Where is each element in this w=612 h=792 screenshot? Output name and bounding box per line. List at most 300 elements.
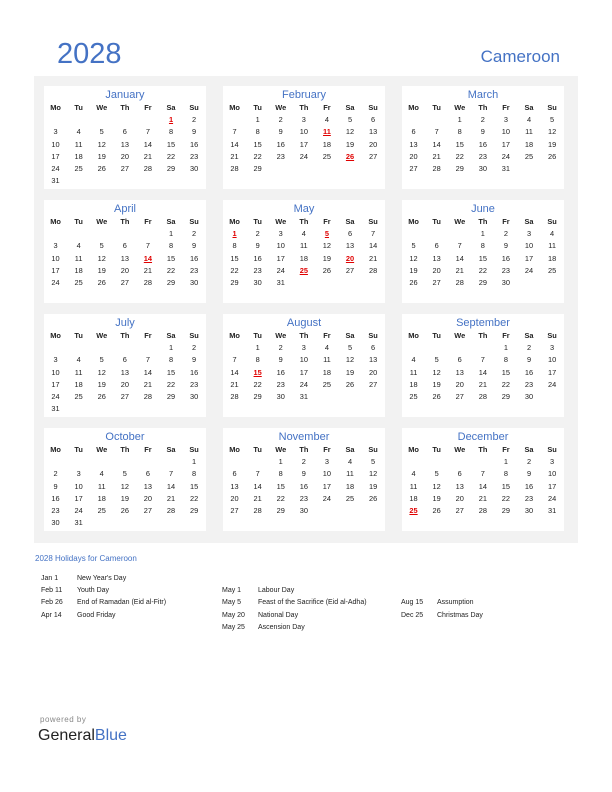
day: 21 — [478, 493, 487, 503]
day: 14 — [143, 367, 153, 377]
day: 1 — [192, 457, 197, 467]
day: 21 — [230, 379, 239, 389]
week-row — [402, 391, 564, 403]
day: 31 — [501, 163, 511, 173]
week-row — [402, 354, 564, 366]
month-name: February — [281, 89, 327, 101]
day: 18 — [345, 481, 355, 491]
day: 20 — [230, 493, 239, 503]
day: 14 — [143, 139, 153, 149]
holiday-column — [401, 573, 483, 622]
week-row — [44, 228, 206, 240]
holiday-column — [222, 573, 367, 634]
day: 4 — [550, 229, 555, 239]
day: 30 — [276, 391, 285, 401]
day: 27 — [345, 265, 355, 275]
day: 9 — [192, 127, 197, 137]
week-row — [223, 253, 385, 265]
day: 11 — [74, 253, 83, 263]
day: 12 — [97, 253, 106, 263]
day: 12 — [368, 469, 378, 479]
day: 28 — [230, 163, 239, 173]
day: 9 — [53, 481, 58, 491]
day: 5 — [122, 469, 127, 479]
day: 4 — [324, 115, 329, 125]
day: 7 — [457, 241, 462, 251]
week-row — [44, 367, 206, 379]
day: 14 — [368, 241, 378, 251]
day: 6 — [347, 229, 353, 239]
month-march — [402, 86, 564, 189]
day: 30 — [524, 505, 534, 515]
day: 6 — [122, 355, 127, 365]
day: 26 — [322, 265, 332, 275]
day: 26 — [432, 391, 441, 401]
day: 19 — [345, 367, 355, 377]
day: 5 — [434, 355, 439, 365]
month-name: October — [105, 431, 145, 443]
day: 18 — [409, 493, 418, 503]
day: 4 — [99, 469, 104, 479]
month-name: April — [113, 203, 136, 215]
day: 19 — [97, 265, 106, 275]
day: 13 — [368, 355, 378, 365]
week-row — [44, 265, 206, 277]
day: 17 — [51, 265, 60, 275]
day: 27 — [455, 505, 464, 515]
day: 20 — [345, 253, 355, 263]
day: 8 — [168, 127, 174, 137]
day: 1 — [168, 343, 174, 353]
day: 17 — [547, 481, 557, 491]
day: 24 — [51, 277, 60, 287]
brand-logo: GeneralBlue — [38, 727, 127, 744]
day: 1 — [278, 457, 283, 467]
day: 3 — [301, 343, 306, 353]
day: 26 — [345, 151, 355, 161]
day: 2 — [53, 469, 58, 479]
day: 20 — [120, 151, 129, 161]
day: 13 — [120, 367, 129, 377]
day: 1 — [168, 229, 174, 239]
month-june — [402, 200, 564, 303]
day: 24 — [276, 265, 285, 275]
weekday-header: Mo Tu We Th Fr Sa Su — [229, 331, 378, 340]
day: 26 — [547, 151, 557, 161]
day: 10 — [51, 139, 60, 149]
day: 13 — [455, 367, 464, 377]
day: 18 — [74, 379, 83, 389]
month-may — [223, 200, 385, 303]
day: 6 — [457, 469, 462, 479]
month-july — [44, 314, 206, 417]
day: 24 — [51, 163, 60, 173]
month-april — [44, 200, 206, 303]
day: 19 — [432, 379, 441, 389]
day: 5 — [371, 457, 376, 467]
week-row — [44, 379, 206, 391]
day: 7 — [371, 229, 376, 239]
day: 22 — [253, 379, 262, 389]
day: 19 — [432, 493, 441, 503]
week-row — [44, 342, 206, 354]
week-row — [44, 139, 206, 151]
day: 12 — [409, 253, 418, 263]
day: 7 — [145, 241, 150, 251]
day: 11 — [548, 241, 556, 251]
holiday-column — [41, 573, 166, 622]
day: 27 — [368, 151, 378, 161]
day: 29 — [501, 505, 511, 515]
holiday-item: May 1 Labour Day — [222, 587, 295, 595]
week-row — [44, 517, 206, 529]
day: 13 — [345, 241, 355, 251]
day: 20 — [455, 493, 464, 503]
day: 22 — [189, 493, 199, 503]
day: 16 — [276, 367, 285, 377]
day: 25 — [322, 151, 332, 161]
day: 15 — [253, 367, 262, 377]
day: 3 — [301, 115, 306, 125]
day: 3 — [53, 127, 58, 137]
week-row — [223, 240, 385, 252]
month-october — [44, 428, 206, 531]
day: 10 — [547, 355, 557, 365]
day: 22 — [501, 493, 511, 503]
day: 31 — [299, 391, 308, 401]
day: 20 — [120, 265, 129, 275]
day: 1 — [503, 457, 508, 467]
day: 12 — [97, 139, 106, 149]
day: 30 — [189, 277, 199, 287]
day: 20 — [409, 151, 418, 161]
day: 11 — [525, 127, 533, 137]
month-november — [223, 428, 385, 531]
day: 8 — [168, 355, 174, 365]
day: 2 — [278, 343, 283, 353]
day: 3 — [53, 355, 58, 365]
day: 17 — [276, 253, 285, 263]
day: 28 — [368, 265, 378, 275]
weekday-header: Mo Tu We Th Fr Sa Su — [50, 331, 199, 340]
day: 5 — [347, 343, 353, 353]
day: 20 — [368, 139, 378, 149]
day: 28 — [143, 391, 153, 401]
day: 26 — [368, 493, 378, 503]
day: 29 — [455, 163, 464, 173]
day: 25 — [74, 391, 83, 401]
day: 9 — [503, 241, 508, 251]
day: 20 — [368, 367, 378, 377]
day: 2 — [192, 229, 197, 239]
day: 22 — [501, 379, 511, 389]
day: 29 — [189, 505, 199, 515]
day: 15 — [501, 367, 511, 377]
day: 2 — [503, 229, 508, 239]
day: 15 — [166, 253, 176, 263]
day: 12 — [547, 127, 557, 137]
day: 18 — [97, 493, 106, 503]
holiday-item: Feb 11 Youth Day — [41, 587, 110, 595]
month-name: July — [115, 317, 135, 329]
day: 27 — [120, 277, 129, 287]
day: 9 — [526, 355, 532, 365]
day: 21 — [455, 265, 464, 275]
day: 24 — [322, 493, 332, 503]
day: 20 — [143, 493, 153, 503]
day: 19 — [120, 493, 129, 503]
day: 21 — [143, 151, 153, 161]
day: 24 — [299, 379, 308, 389]
day: 5 — [411, 241, 416, 251]
month-name: December — [457, 431, 509, 443]
day: 19 — [547, 139, 557, 149]
day: 27 — [432, 277, 441, 287]
week-row — [44, 114, 206, 126]
day: 23 — [189, 265, 199, 275]
day: 16 — [299, 481, 308, 491]
day: 6 — [122, 127, 127, 137]
week-row — [402, 379, 564, 391]
week-row — [223, 493, 385, 505]
day: 5 — [550, 115, 555, 125]
day: 23 — [478, 151, 487, 161]
day: 5 — [99, 241, 104, 251]
month-january — [44, 86, 206, 189]
week-row — [402, 151, 564, 163]
day: 24 — [524, 265, 534, 275]
day: 11 — [299, 241, 308, 251]
day: 17 — [501, 139, 511, 149]
day: 6 — [371, 343, 376, 353]
day: 14 — [478, 367, 487, 377]
day: 12 — [432, 481, 441, 491]
week-row — [223, 151, 385, 163]
day: 2 — [255, 229, 260, 239]
day: 26 — [120, 505, 129, 515]
day: 7 — [145, 355, 150, 365]
day: 13 — [368, 127, 378, 137]
day: 25 — [322, 379, 332, 389]
week-row — [402, 240, 564, 252]
month-february — [223, 86, 385, 189]
day: 16 — [189, 367, 199, 377]
month-name: November — [278, 431, 330, 443]
day: 28 — [432, 163, 441, 173]
day: 26 — [97, 391, 106, 401]
day: 24 — [547, 379, 557, 389]
day: 23 — [299, 493, 308, 503]
week-row — [402, 126, 564, 138]
week-row — [44, 126, 206, 138]
day: 15 — [455, 139, 464, 149]
month-name: September — [456, 317, 510, 329]
day: 2 — [526, 343, 532, 353]
week-row — [402, 342, 564, 354]
weekday-header: Mo Tu We Th Fr Sa Su — [408, 103, 557, 112]
day: 28 — [166, 505, 176, 515]
day: 19 — [368, 481, 378, 491]
day: 28 — [253, 505, 262, 515]
day: 13 — [120, 139, 129, 149]
week-row — [223, 391, 385, 403]
day: 25 — [97, 505, 106, 515]
week-row — [402, 139, 564, 151]
day: 13 — [432, 253, 441, 263]
week-row — [223, 468, 385, 480]
day: 26 — [409, 277, 418, 287]
day: 22 — [276, 493, 285, 503]
day: 18 — [322, 367, 332, 377]
day: 9 — [480, 127, 485, 137]
day: 1 — [255, 343, 260, 353]
day: 4 — [76, 127, 81, 137]
year-title: 2028 — [57, 38, 122, 70]
day: 1 — [232, 229, 237, 239]
day: 10 — [524, 241, 534, 251]
day: 26 — [97, 163, 106, 173]
day: 30 — [478, 163, 487, 173]
day: 11 — [97, 481, 106, 491]
day: 6 — [232, 469, 237, 479]
weekday-header: Mo Tu We Th Fr Sa Su — [50, 445, 199, 454]
day: 21 — [166, 493, 176, 503]
day: 15 — [478, 253, 487, 263]
day: 27 — [230, 505, 239, 515]
holiday-item — [401, 573, 483, 585]
month-name: June — [471, 203, 495, 215]
week-row — [223, 354, 385, 366]
holiday-item: May 5 Feast of the Sacrifice (Eid al-Adha) — [222, 599, 367, 607]
day: 9 — [192, 355, 197, 365]
day: 8 — [503, 469, 508, 479]
day: 25 — [409, 391, 418, 401]
day: 26 — [345, 379, 355, 389]
day: 19 — [409, 265, 418, 275]
day: 29 — [253, 391, 262, 401]
day: 27 — [368, 379, 378, 389]
day: 24 — [51, 391, 60, 401]
day: 21 — [143, 379, 153, 389]
weekday-header: Mo Tu We Th Fr Sa Su — [408, 331, 557, 340]
day: 20 — [455, 379, 464, 389]
day: 16 — [524, 367, 534, 377]
day: 14 — [478, 481, 487, 491]
day: 15 — [166, 367, 176, 377]
day: 8 — [255, 127, 260, 137]
day: 31 — [74, 518, 83, 528]
day: 29 — [478, 277, 487, 287]
week-row — [223, 114, 385, 126]
powered-by: powered by — [40, 715, 87, 724]
day: 7 — [434, 127, 439, 137]
week-row — [44, 253, 206, 265]
day: 6 — [371, 115, 376, 125]
day: 29 — [230, 277, 239, 287]
day: 17 — [547, 367, 557, 377]
day: 3 — [550, 343, 555, 353]
day: 13 — [230, 481, 239, 491]
day: 30 — [524, 391, 534, 401]
day: 30 — [189, 391, 199, 401]
day: 8 — [278, 469, 283, 479]
day: 7 — [480, 355, 485, 365]
day: 14 — [230, 139, 239, 149]
day: 6 — [122, 241, 127, 251]
day: 6 — [411, 127, 416, 137]
week-row — [223, 265, 385, 277]
day: 9 — [192, 241, 197, 251]
day: 12 — [432, 367, 441, 377]
week-row — [44, 505, 206, 517]
week-row — [402, 114, 564, 126]
day: 6 — [145, 469, 150, 479]
day: 13 — [455, 481, 464, 491]
week-row — [223, 126, 385, 138]
day: 13 — [409, 139, 418, 149]
day: 3 — [503, 115, 508, 125]
week-row — [223, 456, 385, 468]
holiday-item: Feb 26 End of Ramadan (Eid al-Fitr) — [41, 599, 167, 607]
day: 10 — [299, 355, 308, 365]
day: 28 — [230, 391, 239, 401]
day: 9 — [278, 127, 283, 137]
day: 1 — [255, 115, 260, 125]
day: 20 — [120, 379, 129, 389]
weekday-header: Mo Tu We Th Fr Sa Su — [50, 103, 199, 112]
day: 15 — [230, 253, 239, 263]
day: 16 — [253, 253, 262, 263]
day: 5 — [99, 127, 104, 137]
day: 5 — [347, 115, 353, 125]
week-row — [402, 265, 564, 277]
day: 4 — [411, 469, 416, 479]
day: 14 — [230, 367, 239, 377]
week-row — [44, 391, 206, 403]
week-row — [44, 354, 206, 366]
day: 11 — [409, 481, 418, 491]
weekday-header: Mo Tu We Th Fr Sa Su — [229, 217, 378, 226]
week-row — [44, 481, 206, 493]
day: 8 — [457, 127, 462, 137]
day: 18 — [322, 139, 332, 149]
day: 5 — [324, 229, 329, 239]
day: 16 — [276, 139, 285, 149]
day: 25 — [74, 277, 83, 287]
day: 15 — [253, 139, 262, 149]
day: 3 — [76, 469, 81, 479]
holiday-item: Aug 15 Assumption — [401, 599, 474, 607]
weekday-header: Mo Tu We Th Fr Sa Su — [408, 445, 557, 454]
day: 21 — [230, 151, 239, 161]
day: 10 — [74, 481, 83, 491]
day: 23 — [276, 379, 285, 389]
day: 17 — [51, 151, 60, 161]
day: 18 — [299, 253, 308, 263]
week-row — [44, 456, 206, 468]
week-row — [44, 468, 206, 480]
day: 19 — [97, 151, 106, 161]
day: 29 — [253, 163, 262, 173]
day: 11 — [74, 367, 83, 377]
day: 27 — [120, 391, 129, 401]
day: 25 — [299, 265, 308, 275]
day: 10 — [547, 469, 557, 479]
day: 12 — [120, 481, 129, 491]
day: 5 — [99, 355, 104, 365]
day: 6 — [434, 241, 439, 251]
day: 27 — [409, 163, 418, 173]
